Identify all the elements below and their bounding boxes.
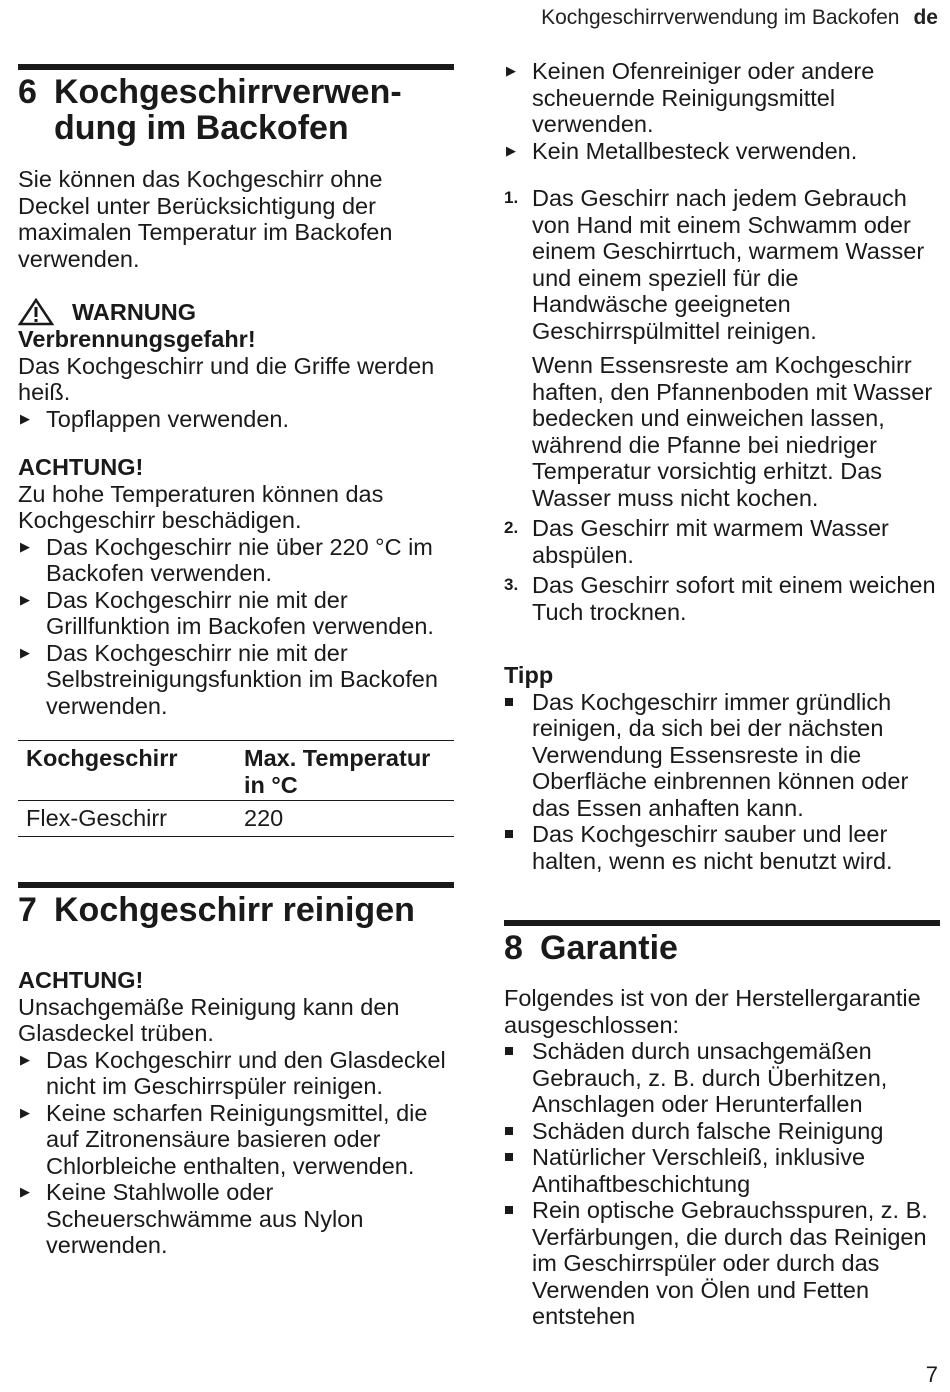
warning-text: Das Kochgeschirr und die Griffe werden heiß.: [18, 352, 435, 405]
step-item: 3. Das Geschirr sofort mit einem weichen Tuch trocknen.: [504, 572, 936, 625]
temperature-table: [18, 740, 454, 837]
warning-heading: Verbrennungsgefahr!: [18, 326, 256, 352]
list-item: ▶ Das Kochgeschirr nie über 220 °C im Backofen verwenden.: [20, 533, 433, 586]
section-8-rule: [504, 920, 940, 926]
caution-block-6: [18, 454, 454, 719]
caution-label: ACHTUNG!: [18, 967, 144, 993]
list-item: Natürlicher Verschleiß, inklusive Antihaftbeschichtung: [504, 1144, 940, 1197]
section-6-title-line1: Kochgeschirrverwen-: [54, 73, 402, 111]
section-7-number: 7: [18, 891, 37, 929]
table-header-row: [18, 741, 454, 801]
section-8-number: 8: [504, 929, 523, 967]
list-item: ▶ Keinen Ofenreiniger oder andere scheuernde Reinigungsmittel verwenden.: [506, 58, 875, 137]
list-item: ▶ Das Kochgeschirr nie mit der Grillfunktion im Backofen verwenden.: [20, 586, 434, 639]
list-item: Schäden durch falsche Reinigung: [504, 1118, 940, 1145]
list-item: ▶ Das Kochgeschirr und den Glasdeckel nicht im Geschirrspüler reinigen.: [20, 1046, 446, 1099]
warning-label-line: [18, 298, 454, 326]
caution-list: [18, 534, 454, 720]
list-item: ▶ Das Kochgeschirr nie mit der Selbstreinigungsfunktion im Backofen verwenden.: [20, 639, 438, 719]
list-item: ▶ Keine Stahlwolle oder Scheuerschwämme aus Nylon verwenden.: [20, 1179, 364, 1258]
section-8-title: 8 Garantie: [504, 929, 678, 967]
section-7-title: 7 Kochgeschirr reinigen: [18, 891, 415, 929]
caution-text: Unsachgemäße Reinigung kann den Glasdeckel trüben.: [18, 993, 400, 1046]
section-7-rule: [18, 882, 454, 888]
table-cell: 220: [244, 805, 284, 831]
step-item: 1. Das Geschirr nach jedem Gebrauch von Hand mit einem Schwamm oder einem Geschirrtuch, warmem Wasser und einem speziell für die Handwäsche geeigneten Geschirrspülmittel reinigen. Wenn Essensreste am Kochgeschirr haften, den Pfannenboden mit Wasser bedecken und einweichen lassen, während die Pfanne bei niedriger Temperatur vorsichtig erhitzt. Das Wasser muss nicht kochen.: [504, 185, 940, 511]
list-item: Das Kochgeschirr sauber und leer halten, wenn es nicht benutzt wird.: [504, 821, 940, 874]
page-number: 7: [925, 1362, 938, 1387]
caution-list-left: [18, 1047, 454, 1259]
list-item: Schäden durch unsachgemäßen Gebrauch, z. B. durch Überhitzen, Anschlagen oder Herunterfallen: [504, 1038, 940, 1118]
running-header: [541, 6, 938, 30]
caution-list-continued: [504, 58, 940, 164]
list-item: Rein optische Gebrauchsspuren, z. B. Verfärbungen, die durch das Reinigen im Geschirrspüler oder durch das Verwenden von Ölen und Fetten entstehen: [504, 1197, 940, 1330]
warning-label: WARNUNG: [72, 298, 197, 325]
table-cell: Flex-Geschirr: [26, 805, 168, 831]
section-6-intro: Sie können das Kochgeschirr ohne Deckel unter Berücksichtigung der maximalen Temperatur im Backofen verwenden.: [18, 166, 393, 272]
list-item: ▶ Kein Metallbesteck verwenden.: [506, 137, 858, 164]
cleaning-steps: [504, 185, 940, 625]
table-header-cell: Kochgeschirr: [26, 745, 178, 771]
tip-block: [504, 662, 940, 874]
tip-label: Tipp: [504, 662, 554, 688]
list-item: Das Kochgeschirr immer gründlich reinigen, da sich bei der nächsten Verwendung Essensreste in die Oberfläche einbrennen können oder das Essen anhaften kann.: [504, 689, 940, 822]
section-6-rule: [18, 64, 454, 70]
section-6-title-line2: dung im Backofen: [54, 109, 349, 147]
language-code: de: [913, 6, 938, 29]
list-item: ▶ Keine scharfen Reinigungsmittel, die auf Zitronensäure basieren oder Chlorbleiche enthalten, verwenden.: [20, 1099, 428, 1179]
caution-text: Zu hohe Temperaturen können das Kochgeschirr beschädigen.: [18, 480, 384, 533]
warning-block: [18, 298, 454, 432]
table-row: [18, 801, 454, 837]
warning-list: [18, 406, 454, 433]
warranty-exclusions-list: [504, 1038, 940, 1330]
warning-triangle-icon: [18, 298, 54, 326]
caution-label: ACHTUNG!: [18, 454, 144, 480]
step-note: Wenn Essensreste am Kochgeschirr haften, den Pfannenboden mit Wasser bedecken und einweichen lassen, während die Pfanne bei niedriger Temperatur vorsichtig erhitzt. Das Wasser muss nicht kochen.: [532, 352, 933, 511]
temperature-table-wrap: [18, 740, 454, 837]
section-6-number: 6: [18, 73, 37, 111]
table-header-cell: Max. Temperatur in °C: [244, 745, 431, 798]
section-8-intro: Folgendes ist von der Herstellergarantie ausgeschlossen:: [504, 985, 921, 1038]
caution-block-7: [18, 967, 454, 1259]
step-item: 2. Das Geschirr mit warmem Wasser abspülen.: [504, 515, 889, 568]
tip-list: [504, 689, 940, 875]
section-6-title: [18, 74, 454, 146]
running-header-title: Kochgeschirrverwendung im Backofen: [541, 6, 900, 29]
list-item: ▶ Topflappen verwenden.: [20, 405, 290, 432]
